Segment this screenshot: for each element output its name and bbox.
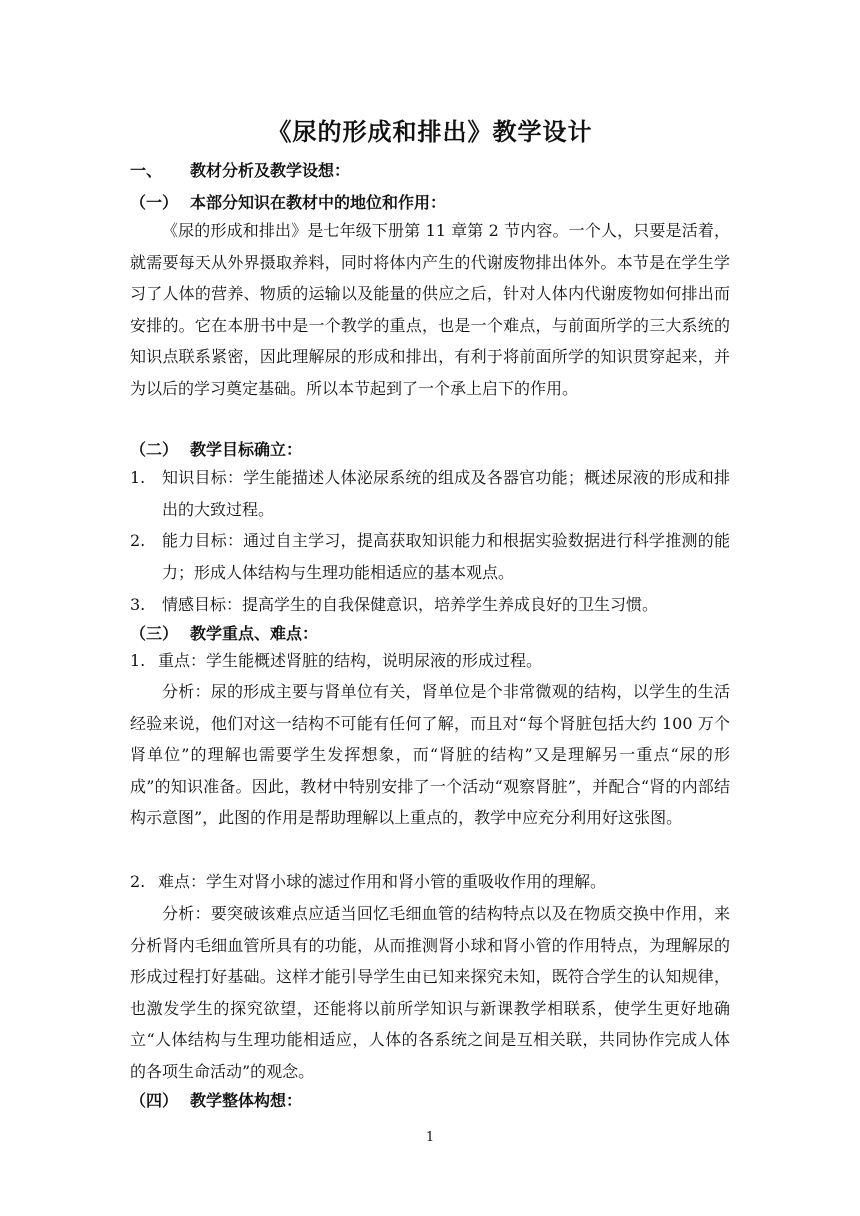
goal-item-3 [130,589,730,621]
page-number: 1 [425,1130,435,1145]
subsection-number: （四） [130,1091,179,1110]
subsection-label: 教学目标确立： [190,440,303,459]
goal-item-1 [130,462,730,525]
list-text: 知识目标：学生能描述人体泌尿系统的组成及各器官功能；概述尿液的形成和排出的大致过程。 [162,468,730,519]
section-heading-1 [130,158,350,181]
subsection-number: （三） [130,624,179,643]
list-text: 情感目标：提高学生的自我保健意识，培养学生养成良好的卫生习惯。 [162,595,659,614]
difficulty-point [130,866,730,898]
subsection-label: 教学整体构想： [190,1091,303,1110]
list-number: 2. [130,531,146,550]
subsection-label: 教学重点、难点： [190,624,319,643]
paragraph-difficulty-analysis: 分析：要突破该难点应适当回忆毛细血管的结构特点以及在物质交换中作用，来分析肾内毛细血管所具有的功能，从而推测肾小球和肾小管的作用特点，为理解尿的形成过程打好基础。这样才能引导学生由已知来探究未知，既符合学生的认知规律，也激发学生的探究欲望，还能将以前所学知识与新课教学相联系，使学生更好地确立“人体结构与生理功能相适应，人体的各系统之间是互相关联，共同协作完成人体的各项生命活动”的观念。 [130,904,730,1081]
list-text: 能力目标：通过自主学习，提高获取知识能力和根据实验数据进行科学推测的能力；形成人体结构与生理功能相适应的基本观点。 [162,531,730,582]
subsection-number: （一） [130,193,179,212]
subsection-label: 本部分知识在教材中的地位和作用： [190,193,447,212]
list-number: 1. [130,651,146,670]
subsection-heading-4 [130,1088,302,1111]
document-title: 《尿的形成和排出》教学设计 [267,118,593,146]
list-number: 3. [130,595,146,614]
subsection-number: （二） [130,440,179,459]
key-point [130,645,730,677]
list-text: 重点：学生能概述肾脏的结构，说明尿液的形成过程。 [158,651,543,670]
list-number: 1. [130,468,146,487]
paragraph-key-analysis: 分析：尿的形成主要与肾单位有关，肾单位是个非常微观的结构，以学生的生活经验来说，他们对这一结构不可能有任何了解，而且对“每个肾脏包括大约 100 万个肾单位”的理解也需要学生发挥想象，而“肾脏的结构”又是理解另一重点“尿的形成”的知识准备。因此，教材中特别安排了一个活动“观察肾脏”，并配合“肾的内部结构示意图”，此图的作用是帮助理解以上重点的，教学中应充分利用好这张图。 [130,682,730,828]
paragraph-role: 《尿的形成和排出》是七年级下册第 11 章第 2 节内容。一个人，只要是活着，就需要每天从外界摄取养料，同时将体内产生的代谢废物排出体外。本节是在学生学习了人体的营养、物质的运输以及能量的供应之后，针对人体内代谢废物如何排出而安排的。它在本册书中是一个教学的重点，也是一个难点，与前面所学的三大系统的知识点联系紧密，因此理解尿的形成和排出，有利于将前面所学的知识贯穿起来，并为以后的学习奠定基础。所以本节起到了一个承上启下的作用。 [130,221,730,398]
subsection-heading-2 [130,437,302,460]
list-number: 2. [130,872,146,891]
goal-item-2 [130,525,730,588]
list-text: 难点：学生对肾小球的滤过作用和肾小管的重吸收作用的理解。 [158,872,607,891]
section-label: 教材分析及教学设想： [190,161,351,180]
subsection-heading-3 [130,621,318,644]
section-number: 一、 [130,161,163,180]
subsection-heading-1 [130,190,446,213]
